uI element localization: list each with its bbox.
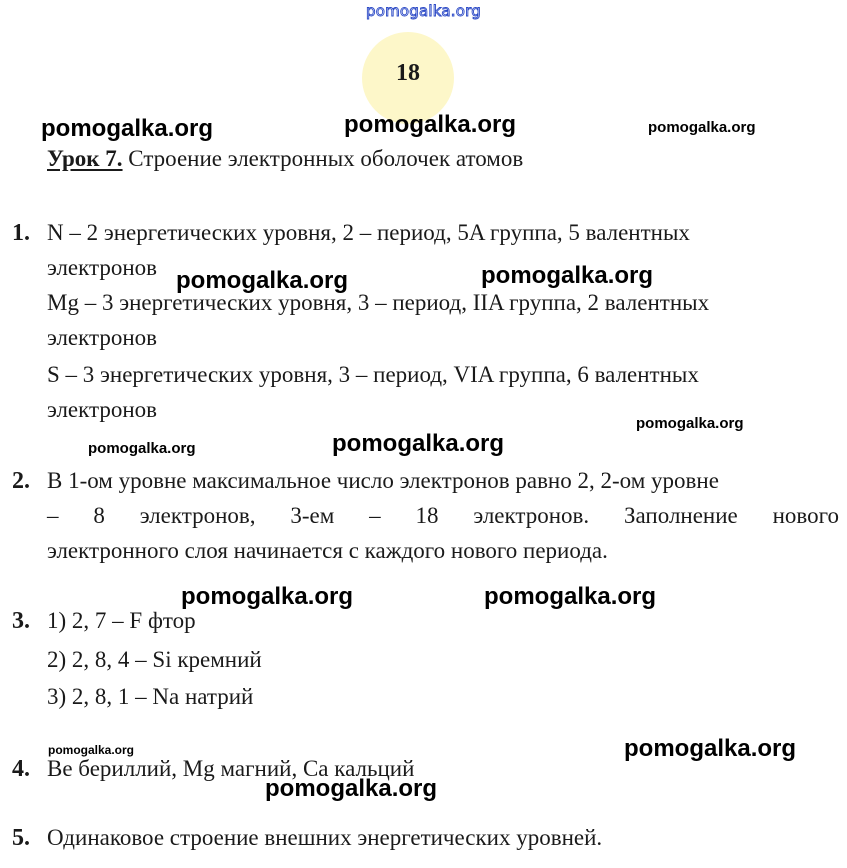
watermark: pomogalka.org — [481, 262, 654, 289]
watermark: pomogalka.org — [181, 583, 354, 610]
page-number: 18 — [396, 60, 420, 86]
answer-line: S – 3 энергетических уровня, 3 – период, VIA группа, 6 валентных — [47, 362, 699, 387]
answer-line: Одинаковое строение внешних энергетических уровней. — [47, 825, 603, 850]
answer-line: 1) 2, 7 – F фтор — [47, 608, 196, 633]
answer-number: 1. — [12, 220, 30, 246]
answer-line: Be бериллий, Mg магний, Ca кальций — [47, 756, 415, 781]
answer-line: 2) 2, 8, 4 – Si кремний — [47, 647, 262, 672]
answer-line: электронов — [47, 397, 158, 422]
answer-number: 2. — [12, 468, 30, 494]
watermark: pomogalka.org — [88, 440, 196, 457]
answer-line: В 1-ом уровне максимальное число электронов равно 2, 2-ом уровне — [47, 468, 719, 493]
watermark: pomogalka.org — [648, 119, 756, 136]
watermark: pomogalka.org — [41, 115, 214, 142]
answer-line: Mg – 3 энергетических уровня, 3 – период, IIA группа, 2 валентных — [47, 290, 710, 315]
answer-line: 3) 2, 8, 1 – Na натрий — [47, 684, 254, 709]
answer-line: электронного слоя начинается с каждого нового периода. — [47, 538, 608, 563]
watermark: pomogalka.org — [636, 415, 744, 432]
answer-number: 5. — [12, 825, 30, 851]
answer-number: 4. — [12, 756, 30, 782]
lesson-heading — [47, 146, 523, 172]
watermark-top[interactable]: pomogalka.org — [366, 2, 481, 20]
watermark: pomogalka.org — [332, 430, 505, 457]
watermark: pomogalka.org — [344, 111, 517, 138]
answer-number: 3. — [12, 608, 30, 634]
watermark: pomogalka.org — [484, 583, 657, 610]
answer-line: электронов — [47, 255, 158, 280]
watermark: pomogalka.org — [176, 267, 349, 294]
watermark: pomogalka.org — [265, 775, 438, 802]
lesson-title: Строение электронных оболочек атомов — [128, 146, 524, 171]
watermark: pomogalka.org — [624, 735, 797, 762]
answer-line: электронов — [47, 325, 158, 350]
watermark: pomogalka.org — [48, 743, 135, 757]
answer-line: N – 2 энергетических уровня, 2 – период, 5A группа, 5 валентных — [47, 220, 690, 245]
lesson-label: Урок 7. — [47, 146, 123, 171]
answer-line: – 8 электронов, 3-ем – 18 электронов. Заполнение нового — [47, 503, 839, 528]
